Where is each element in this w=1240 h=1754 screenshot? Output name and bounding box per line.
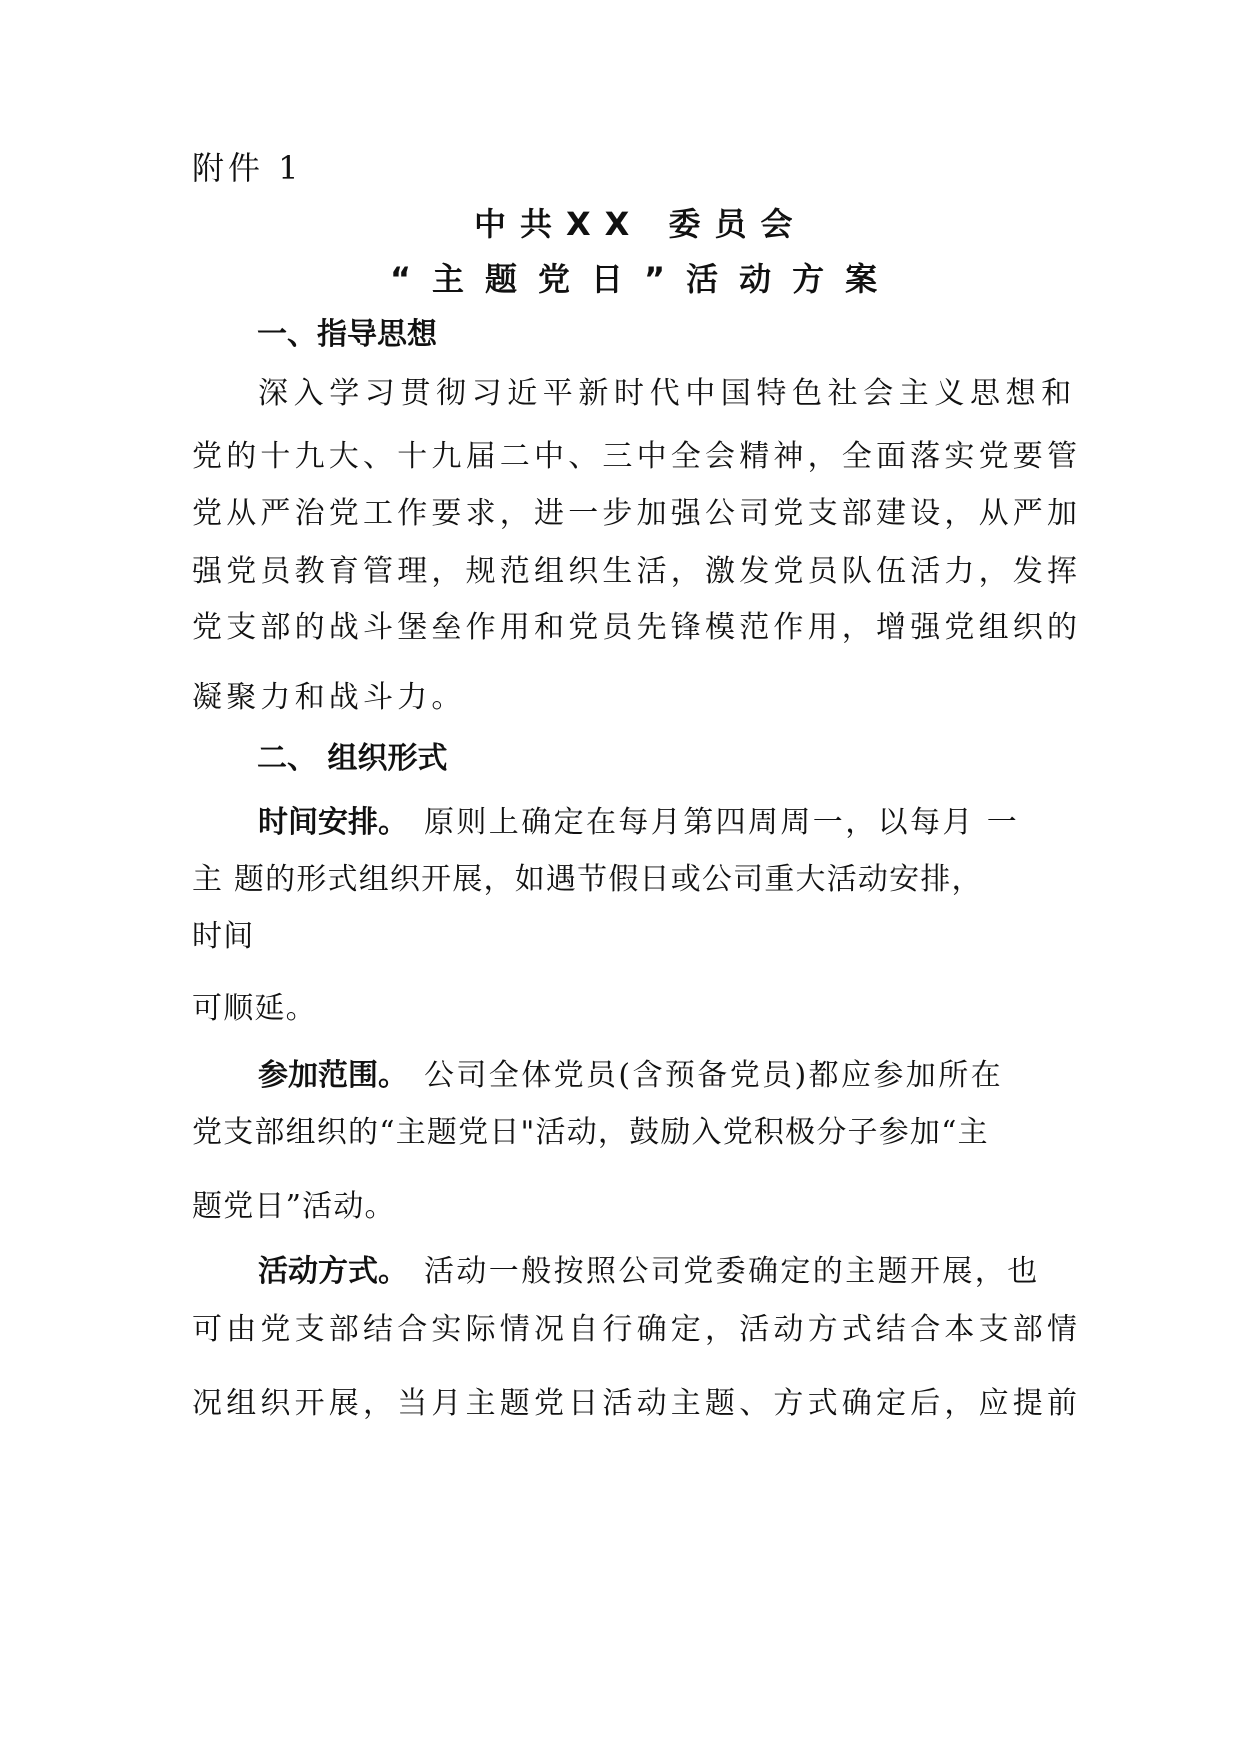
section1-heading: 一、指导思想: [257, 317, 437, 352]
activity-method-paragraph: [258, 1254, 1040, 1290]
time-arrangement-line-3: 时间: [192, 919, 255, 954]
activity-method-text: 活动一般按照公司党委确定的主题开展，也: [424, 1254, 1040, 1289]
time-arrangement-text: 原则上确定在每月第四周周一，以每月 一: [424, 805, 1020, 840]
activity-method-line-2: 可由党支部结合实际情况自行确定，活动方式结合本支部情: [192, 1312, 1082, 1347]
section1-line-3: 党从严治党工作要求，进一步加强公司党支部建设，从严加: [192, 496, 1082, 531]
time-arrangement-line-4: 可顺延。: [192, 991, 317, 1026]
participation-scope-text: 公司全体党员(含预备党员)都应参加所在: [424, 1058, 1004, 1093]
time-arrangement-line-2: 主 题的形式组织开展，如遇节假日或公司重大活动安排，: [192, 862, 983, 897]
section2-heading: 二、 组织形式: [257, 741, 448, 776]
document-title-line1: 中共XX 委员会: [474, 205, 807, 243]
participation-scope-line-3: 题党日”活动。: [192, 1189, 396, 1224]
activity-method-label: 活动方式。: [258, 1254, 408, 1289]
section1-line-1: 深入学习贯彻习近平新时代中国特色社会主义思想和: [258, 376, 1077, 411]
attachment-label: 附件 1: [192, 149, 303, 187]
section1-line-2: 党的十九大、十九届二中、三中全会精神，全面落实党要管: [192, 439, 1082, 474]
time-arrangement-paragraph: [258, 805, 1019, 841]
section1-line-6: 凝聚力和战斗力。: [192, 680, 466, 715]
participation-scope-paragraph: [258, 1058, 1003, 1094]
section1-line-4: 强党员教育管理，规范组织生活，激发党员队伍活力，发挥: [192, 554, 1082, 589]
participation-scope-label: 参加范围。: [258, 1058, 408, 1093]
document-title-line2: “主题党日”活动方案: [390, 260, 899, 298]
participation-scope-line-2: 党支部组织的“主题党日"活动，鼓励入党积极分子参加“主: [192, 1115, 989, 1150]
activity-method-line-3: 况组织开展，当月主题党日活动主题、方式确定后，应提前: [192, 1386, 1082, 1421]
section1-line-5: 党支部的战斗堡垒作用和党员先锋模范作用，增强党组织的: [192, 610, 1082, 645]
time-arrangement-label: 时间安排。: [258, 805, 408, 840]
